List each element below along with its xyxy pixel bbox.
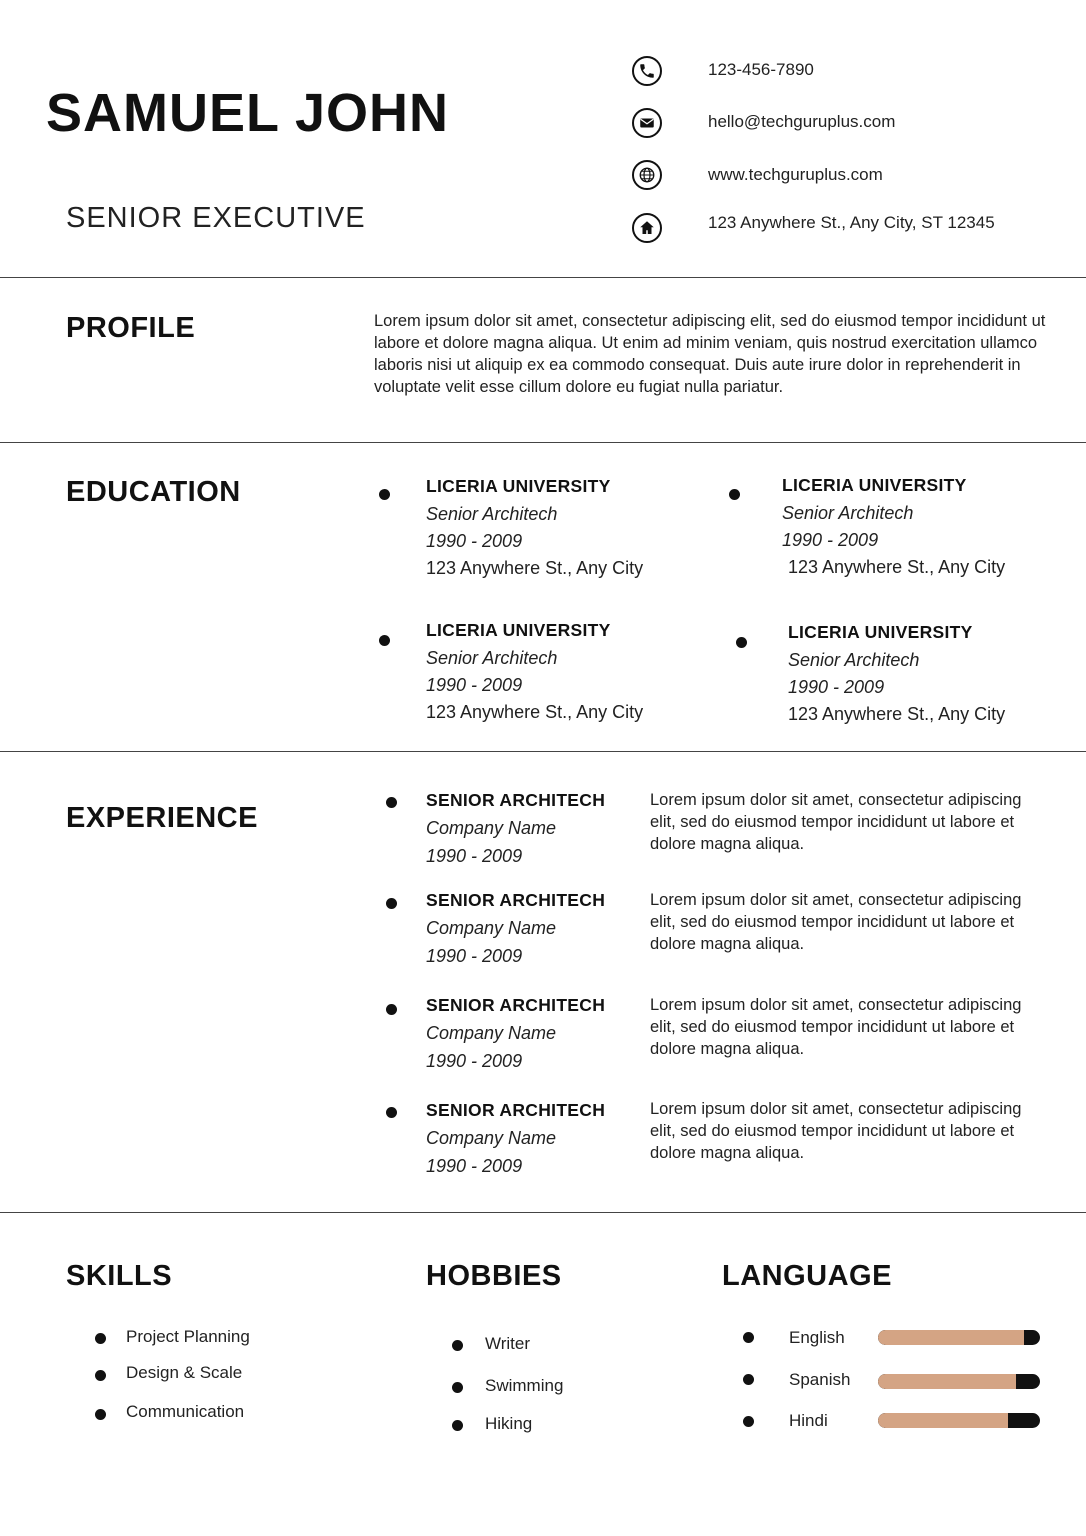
language-name: Hindi bbox=[789, 1411, 828, 1430]
experience-description: Lorem ipsum dolor sit amet, consectetur adipiscing elit, sed do eiusmod tempor incididunt ut labore et dolore magna aliqua. bbox=[650, 791, 1022, 853]
language-level-bar bbox=[878, 1413, 1040, 1428]
education-item bbox=[426, 476, 726, 585]
profile-text: Lorem ipsum dolor sit amet, consectetur adipiscing elit, sed do eiusmod tempor incididunt ut labore et dolore magna aliqua. Ut enim ad minim veniam, quis nostrud exercitation ullamco laboris nisi ut aliquip ex ea commodo consequat. Duis aute irure dolor in reprehenderit in voluptate velit esse cillum dolore eu fugiat nulla pariatur. bbox=[374, 312, 1046, 396]
phone-icon bbox=[632, 56, 662, 86]
years: 1990 - 2009 bbox=[426, 1051, 523, 1071]
education-item bbox=[426, 620, 726, 729]
skill-item: Design & Scale bbox=[126, 1363, 243, 1382]
experience-item bbox=[426, 790, 646, 874]
school-name: LICERIA UNIVERSITY bbox=[426, 620, 611, 640]
address: 123 Anywhere St., Any City bbox=[426, 702, 644, 722]
bullet-icon bbox=[386, 1004, 397, 1015]
skills-heading: SKILLS bbox=[66, 1260, 173, 1292]
language-heading: LANGUAGE bbox=[722, 1260, 892, 1292]
years: 1990 - 2009 bbox=[426, 1156, 523, 1176]
years: 1990 - 2009 bbox=[426, 946, 523, 966]
hobby-item: Swimming bbox=[485, 1376, 564, 1395]
profile-heading: PROFILE bbox=[66, 312, 196, 344]
bullet-icon bbox=[379, 635, 390, 646]
language-name: English bbox=[789, 1328, 845, 1347]
bullet-icon bbox=[452, 1420, 463, 1431]
divider bbox=[0, 277, 1086, 278]
hobby-item: Writer bbox=[485, 1334, 531, 1353]
job-title: SENIOR EXECUTIVE bbox=[66, 202, 366, 234]
language-level-fill bbox=[878, 1413, 1008, 1428]
skill-item: Communication bbox=[126, 1402, 245, 1421]
contact-website[interactable]: www.techguruplus.com bbox=[708, 165, 883, 184]
divider bbox=[0, 1212, 1086, 1213]
address: 123 Anywhere St., Any City bbox=[788, 557, 1006, 577]
bullet-icon bbox=[386, 898, 397, 909]
school-name: LICERIA UNIVERSITY bbox=[782, 475, 967, 495]
mail-icon bbox=[632, 108, 662, 138]
bullet-icon bbox=[95, 1370, 106, 1381]
bullet-icon bbox=[729, 489, 740, 500]
contact-email[interactable]: hello@techguruplus.com bbox=[708, 112, 896, 131]
home-icon bbox=[632, 213, 662, 243]
language-level-bar bbox=[878, 1330, 1040, 1345]
experience-heading: EXPERIENCE bbox=[66, 802, 258, 834]
language-level-bar bbox=[878, 1374, 1040, 1389]
address: 123 Anywhere St., Any City bbox=[788, 704, 1006, 724]
bullet-icon bbox=[452, 1382, 463, 1393]
years: 1990 - 2009 bbox=[782, 530, 879, 550]
candidate-name: SAMUEL JOHN bbox=[46, 83, 450, 143]
bullet-icon bbox=[736, 637, 747, 648]
school-name: LICERIA UNIVERSITY bbox=[426, 476, 611, 496]
education-item bbox=[788, 622, 1086, 731]
experience-item bbox=[426, 890, 646, 974]
position: SENIOR ARCHITECH bbox=[426, 1100, 606, 1120]
years: 1990 - 2009 bbox=[426, 675, 523, 695]
experience-description: Lorem ipsum dolor sit amet, consectetur adipiscing elit, sed do eiusmod tempor incididunt ut labore et dolore magna aliqua. bbox=[650, 996, 1022, 1058]
bullet-icon bbox=[95, 1409, 106, 1420]
hobbies-heading: HOBBIES bbox=[426, 1260, 562, 1292]
years: 1990 - 2009 bbox=[426, 531, 523, 551]
years: 1990 - 2009 bbox=[788, 677, 885, 697]
position: SENIOR ARCHITECH bbox=[426, 995, 606, 1015]
experience-description: Lorem ipsum dolor sit amet, consectetur adipiscing elit, sed do eiusmod tempor incididunt ut labore et dolore magna aliqua. bbox=[650, 891, 1022, 953]
divider bbox=[0, 751, 1086, 752]
experience-item bbox=[426, 995, 646, 1079]
company-name: Company Name bbox=[426, 1128, 557, 1148]
bullet-icon bbox=[95, 1333, 106, 1344]
years: 1990 - 2009 bbox=[426, 846, 523, 866]
bullet-icon bbox=[743, 1416, 754, 1427]
globe-icon bbox=[632, 160, 662, 190]
education-item bbox=[782, 475, 1082, 584]
bullet-icon bbox=[386, 797, 397, 808]
hobby-item: Hiking bbox=[485, 1414, 533, 1433]
education-heading: EDUCATION bbox=[66, 476, 241, 508]
position: SENIOR ARCHITECH bbox=[426, 890, 606, 910]
contact-address: 123 Anywhere St., Any City, ST 12345 bbox=[708, 213, 995, 232]
company-name: Company Name bbox=[426, 1023, 557, 1043]
address: 123 Anywhere St., Any City bbox=[426, 558, 644, 578]
bullet-icon bbox=[379, 489, 390, 500]
language-level-fill bbox=[878, 1374, 1016, 1389]
experience-description: Lorem ipsum dolor sit amet, consectetur adipiscing elit, sed do eiusmod tempor incididunt ut labore et dolore magna aliqua. bbox=[650, 1100, 1022, 1162]
experience-item bbox=[426, 1100, 646, 1184]
bullet-icon bbox=[743, 1374, 754, 1385]
divider bbox=[0, 442, 1086, 443]
degree: Senior Architech bbox=[426, 648, 558, 668]
degree: Senior Architech bbox=[782, 503, 914, 523]
contact-phone[interactable]: 123-456-7890 bbox=[708, 60, 814, 79]
company-name: Company Name bbox=[426, 918, 557, 938]
bullet-icon bbox=[386, 1107, 397, 1118]
bullet-icon bbox=[452, 1340, 463, 1351]
school-name: LICERIA UNIVERSITY bbox=[788, 622, 973, 642]
language-level-fill bbox=[878, 1330, 1024, 1345]
company-name: Company Name bbox=[426, 818, 557, 838]
skill-item: Project Planning bbox=[126, 1327, 250, 1346]
language-name: Spanish bbox=[789, 1370, 851, 1389]
position: SENIOR ARCHITECH bbox=[426, 790, 606, 810]
degree: Senior Architech bbox=[788, 650, 920, 670]
bullet-icon bbox=[743, 1332, 754, 1343]
degree: Senior Architech bbox=[426, 504, 558, 524]
